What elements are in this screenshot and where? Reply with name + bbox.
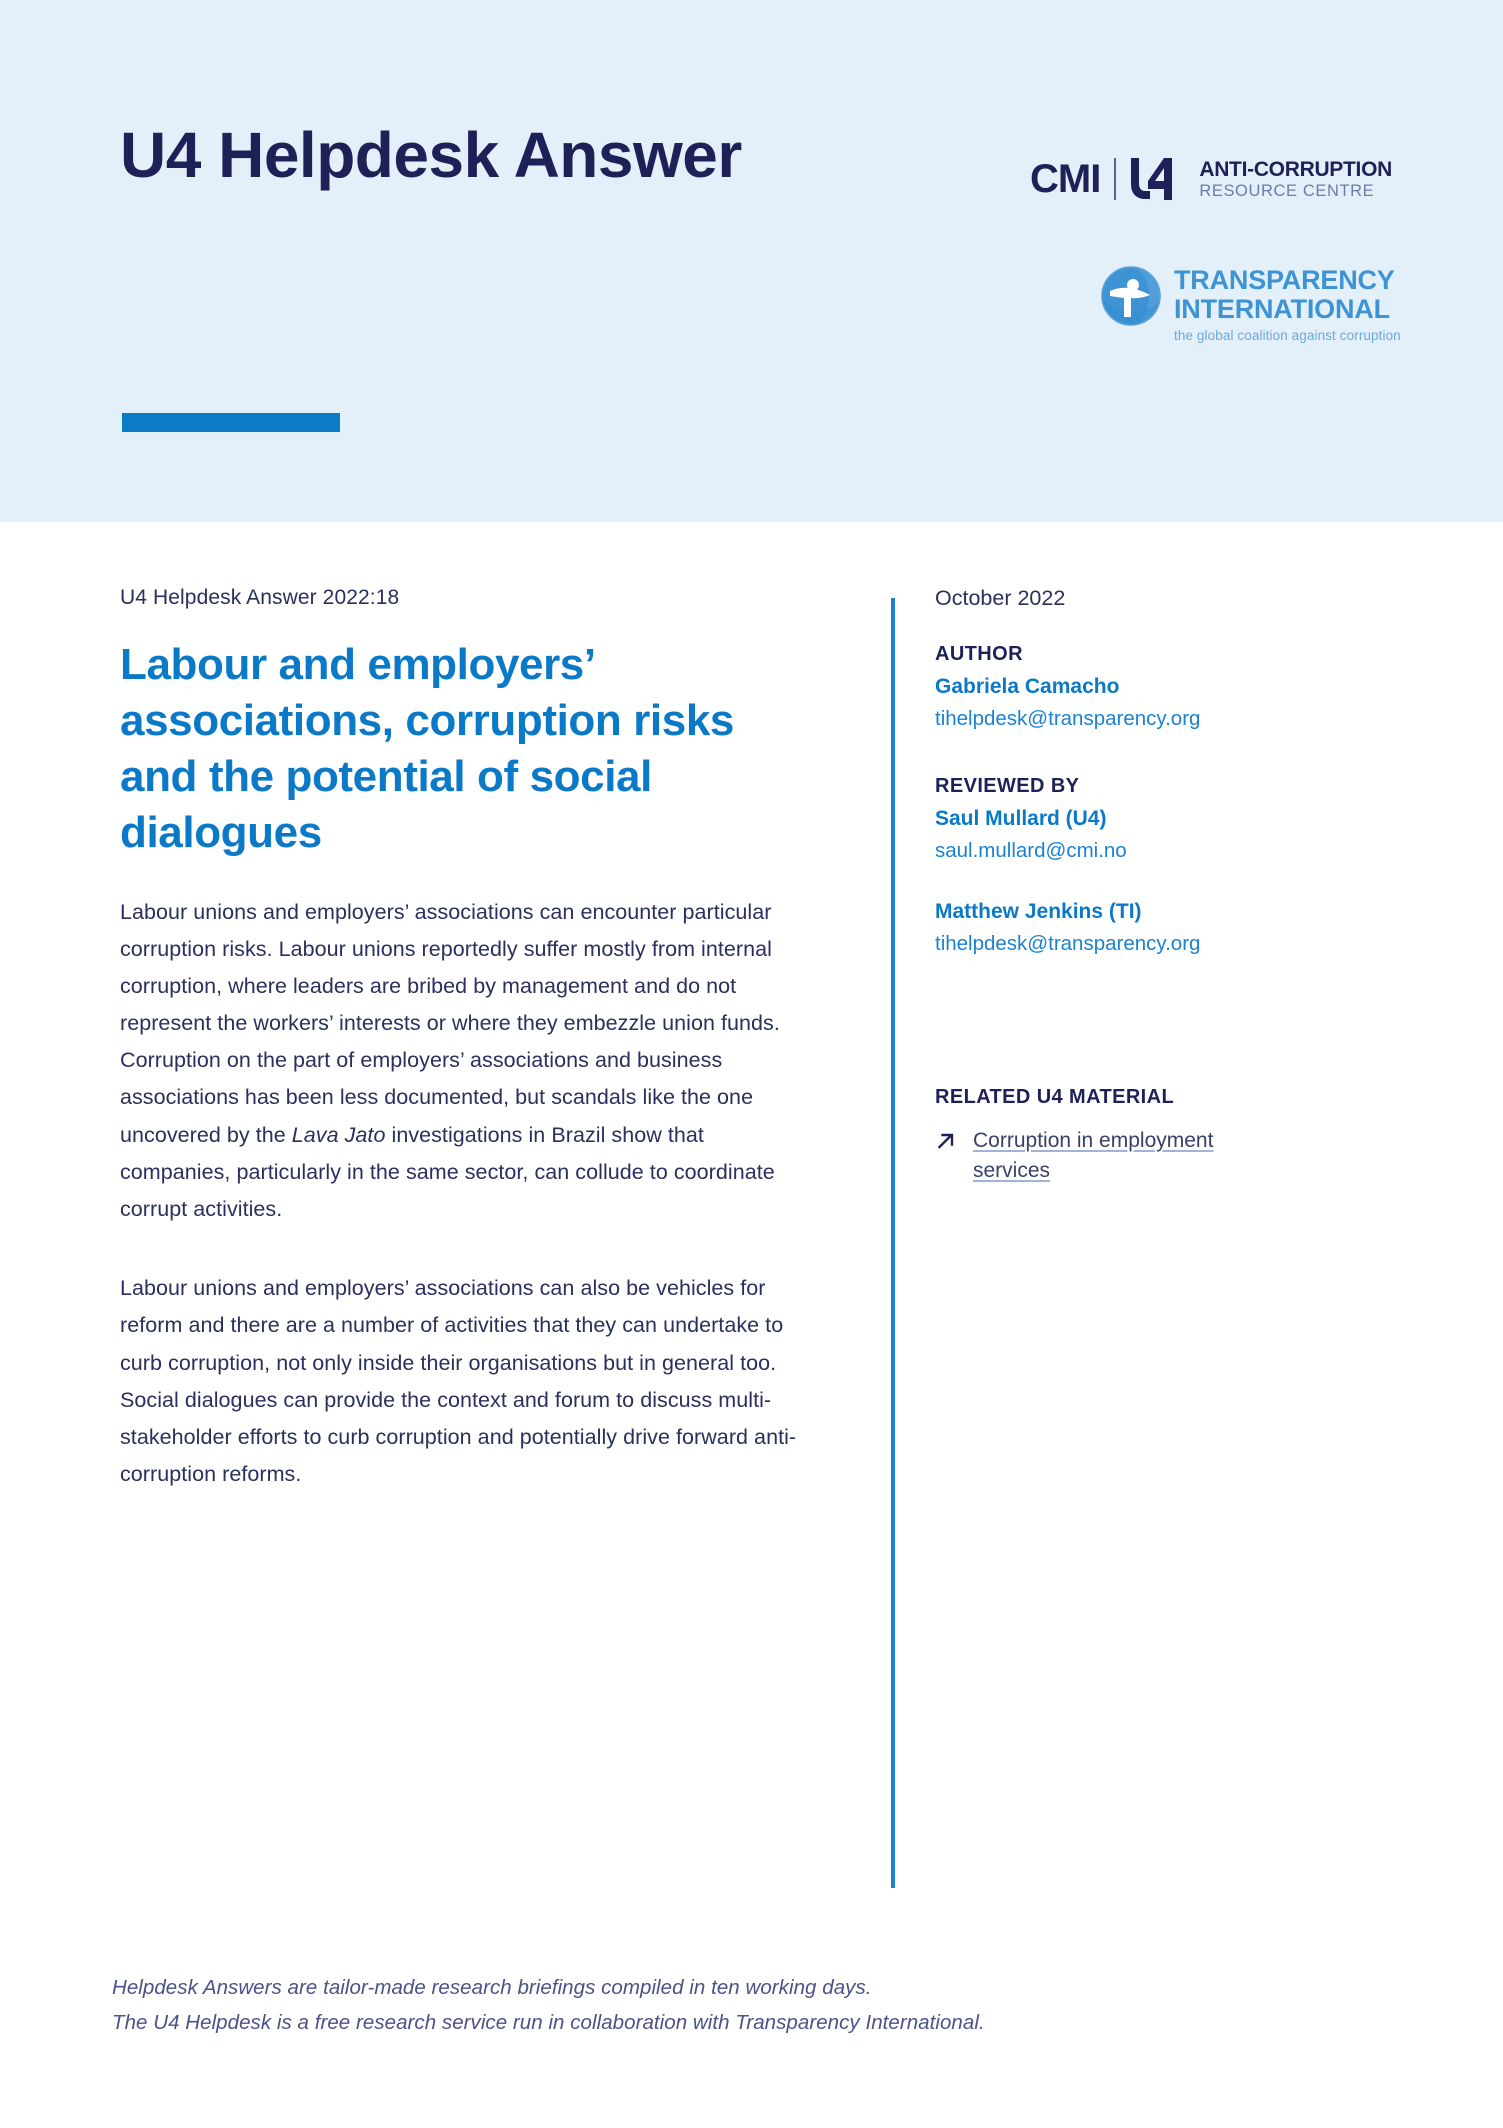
abstract-p1-segment-1: Labour unions and employers’ associations can encounter particular corruption risks. Labour unions reportedly suffer mostly from internal corruption, where leaders are bribed by management and do not represent the workers’ interests or where they embezzle union funds. Corruption on the part of employers’ associations and business associations has been less documented, but scandals like the one uncovered by the [120,899,780,1147]
publication-date: October 2022 [935,586,1066,610]
abstract-p1-segment-2: investigations in Brazil show that companies, particularly in the same sector, can collude to coordinate corrupt activities. [120,1122,775,1221]
reviewed-by-label: REVIEWED BY [935,775,1080,797]
reviewer-1-name: Saul Mullard (U4) [935,807,1107,830]
footer-line-1: Helpdesk Answers are tailor-made research briefings compiled in ten working days. [112,1976,872,1999]
abstract-paragraph-1 [120,894,810,1229]
accent-bar [122,413,340,432]
page-footer [112,1970,1392,2041]
author-label: AUTHOR [935,643,1023,665]
related-material-block [935,1086,1365,1186]
metadata-sidebar [935,586,1365,1186]
masthead-title: U4 Helpdesk Answer [120,119,742,191]
article-title: Labour and employers’ associations, corruption risks and the potential of social dialogues [120,640,734,857]
abstract-paragraph-2: Labour unions and employers’ associations can also be vehicles for reform and there are a number of activities that they can undertake to curb corruption, not only inside their organisations but in general too. Social dialogues can provide the context and forum to discuss multi-stakeholder efforts to curb corruption and potentially drive forward anti-corruption reforms. [120,1276,797,1487]
header-band [0,0,1503,522]
cmi-wordmark: CMI [1030,157,1101,201]
cmi-u4-logo [1030,155,1392,203]
column-divider [891,598,895,1888]
article-column [120,586,810,1515]
external-link-arrow-icon [935,1126,957,1157]
u4-logo-line-1: ANTI-CORRUPTION [1199,157,1392,181]
author-block [935,643,1365,731]
u4-monogram-icon [1128,156,1190,202]
footer-line-2: The U4 Helpdesk is a free research service run in collaboration with Transparency International. [112,2011,985,2035]
related-material-link[interactable]: Corruption in employment services [973,1129,1214,1182]
reviewer-1-email-link[interactable]: saul.mullard@cmi.no [935,839,1127,862]
document-reference: U4 Helpdesk Answer 2022:18 [120,586,400,609]
reviewer-2-block [935,900,1365,956]
logo-separator-rule [1114,158,1116,200]
u4-logo-line-2: RESOURCE CENTRE [1199,181,1375,200]
reviewers-block [935,775,1365,956]
related-material-label: RELATED U4 MATERIAL [935,1086,1175,1108]
ti-logo-line-2: INTERNATIONAL [1174,294,1390,324]
reviewer-2-email-link[interactable]: tihelpdesk@transparency.org [935,932,1201,955]
ti-logo-tagline: the global coalition against corruption [1174,328,1401,343]
transparency-international-logo [1100,265,1401,343]
author-email-link[interactable]: tihelpdesk@transparency.org [935,707,1201,730]
related-material-item[interactable] [935,1126,1365,1186]
ti-globe-icon [1100,265,1162,327]
ti-logo-line-1: TRANSPARENCY [1174,265,1395,295]
lava-jato-italic: Lava Jato [291,1122,386,1147]
author-name: Gabriela Camacho [935,675,1120,698]
reviewer-2-name: Matthew Jenkins (TI) [935,900,1142,923]
